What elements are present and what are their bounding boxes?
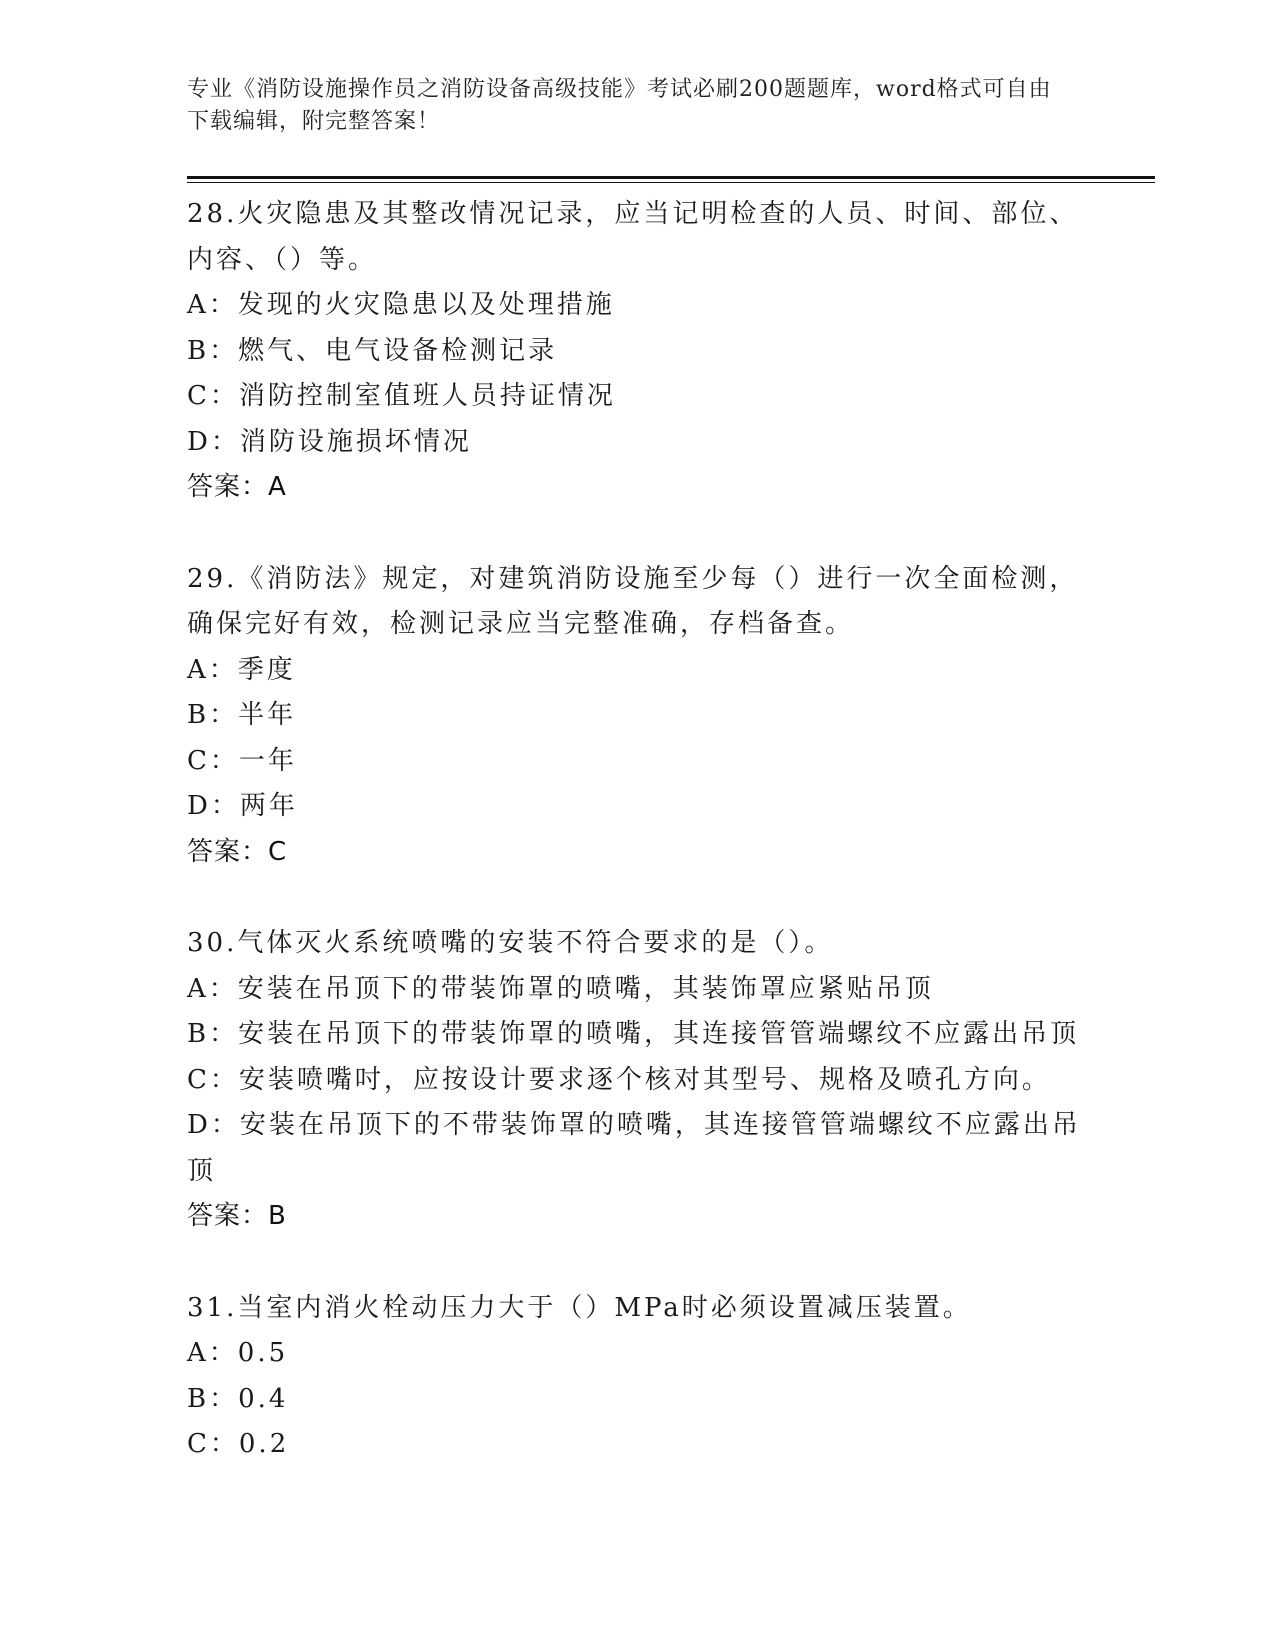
option-b: B：安装在吊顶下的带装饰罩的喷嘴，其连接管管端螺纹不应露出吊顶 — [187, 1019, 1080, 1049]
document-header: 专业《消防设施操作员之消防设备高级技能》考试必刷200题题库，word格式可自由下载编辑，附完整答案！ — [187, 77, 1052, 134]
option-d: D：安装在吊顶下的不带装饰罩的喷嘴，其连接管管端螺纹不应露出吊顶 — [187, 1110, 1081, 1186]
option-a: A：发现的火灾隐患以及处理措施 — [187, 290, 615, 320]
question-list — [187, 192, 1087, 1514]
answer-line: 答案：A — [187, 472, 287, 502]
option-c: C：一年 — [187, 745, 297, 776]
option-c: C：安装喷嘴吋，应按设计要求逐个核对其型号、规格及喷孔方向。 — [187, 1064, 1051, 1095]
option-b: B：半年 — [187, 700, 297, 730]
question-30 — [187, 921, 1087, 1240]
question-text: 30.气体灭火系统喷嘴的安装不符合要求的是（）。 — [187, 928, 834, 958]
option-d: D：两年 — [187, 791, 298, 821]
answer-line: 答案：C — [187, 836, 288, 867]
answer-line: 答案：B — [187, 1201, 287, 1231]
option-a: A：季度 — [187, 654, 296, 685]
option-b: B：燃气、电气设备检测记录 — [187, 335, 558, 366]
question-text: 28.火灾隐患及其整改情况记录，应当记明检查的人员、时间、部位、内容、（）等。 — [187, 199, 1079, 275]
option-c: C：消防控制室值班人员持证情况 — [187, 381, 616, 411]
option-b: B：0.4 — [187, 1383, 289, 1414]
question-29 — [187, 557, 1087, 876]
header-divider-thick — [187, 176, 1155, 179]
question-text: 31.当室内消火栓动压力大于（）MPa时必须设置减压装置。 — [187, 1292, 972, 1323]
option-c: C：0.2 — [187, 1429, 290, 1459]
question-31 — [187, 1286, 1087, 1468]
header-divider-thin — [187, 182, 1155, 183]
question-28 — [187, 192, 1087, 511]
question-text: 29.《消防法》规定，对建筑消防设施至少每（）进行一次全面检测，确保完好有效，检测记录应当完整准确，存档备查。 — [187, 563, 1079, 639]
option-a: A：0.5 — [187, 1338, 289, 1368]
option-a: A：安装在吊顶下的带装饰罩的喷嘴，其装饰罩应紧贴吊顶 — [187, 973, 934, 1004]
option-d: D：消防设施损坏情况 — [187, 426, 472, 457]
